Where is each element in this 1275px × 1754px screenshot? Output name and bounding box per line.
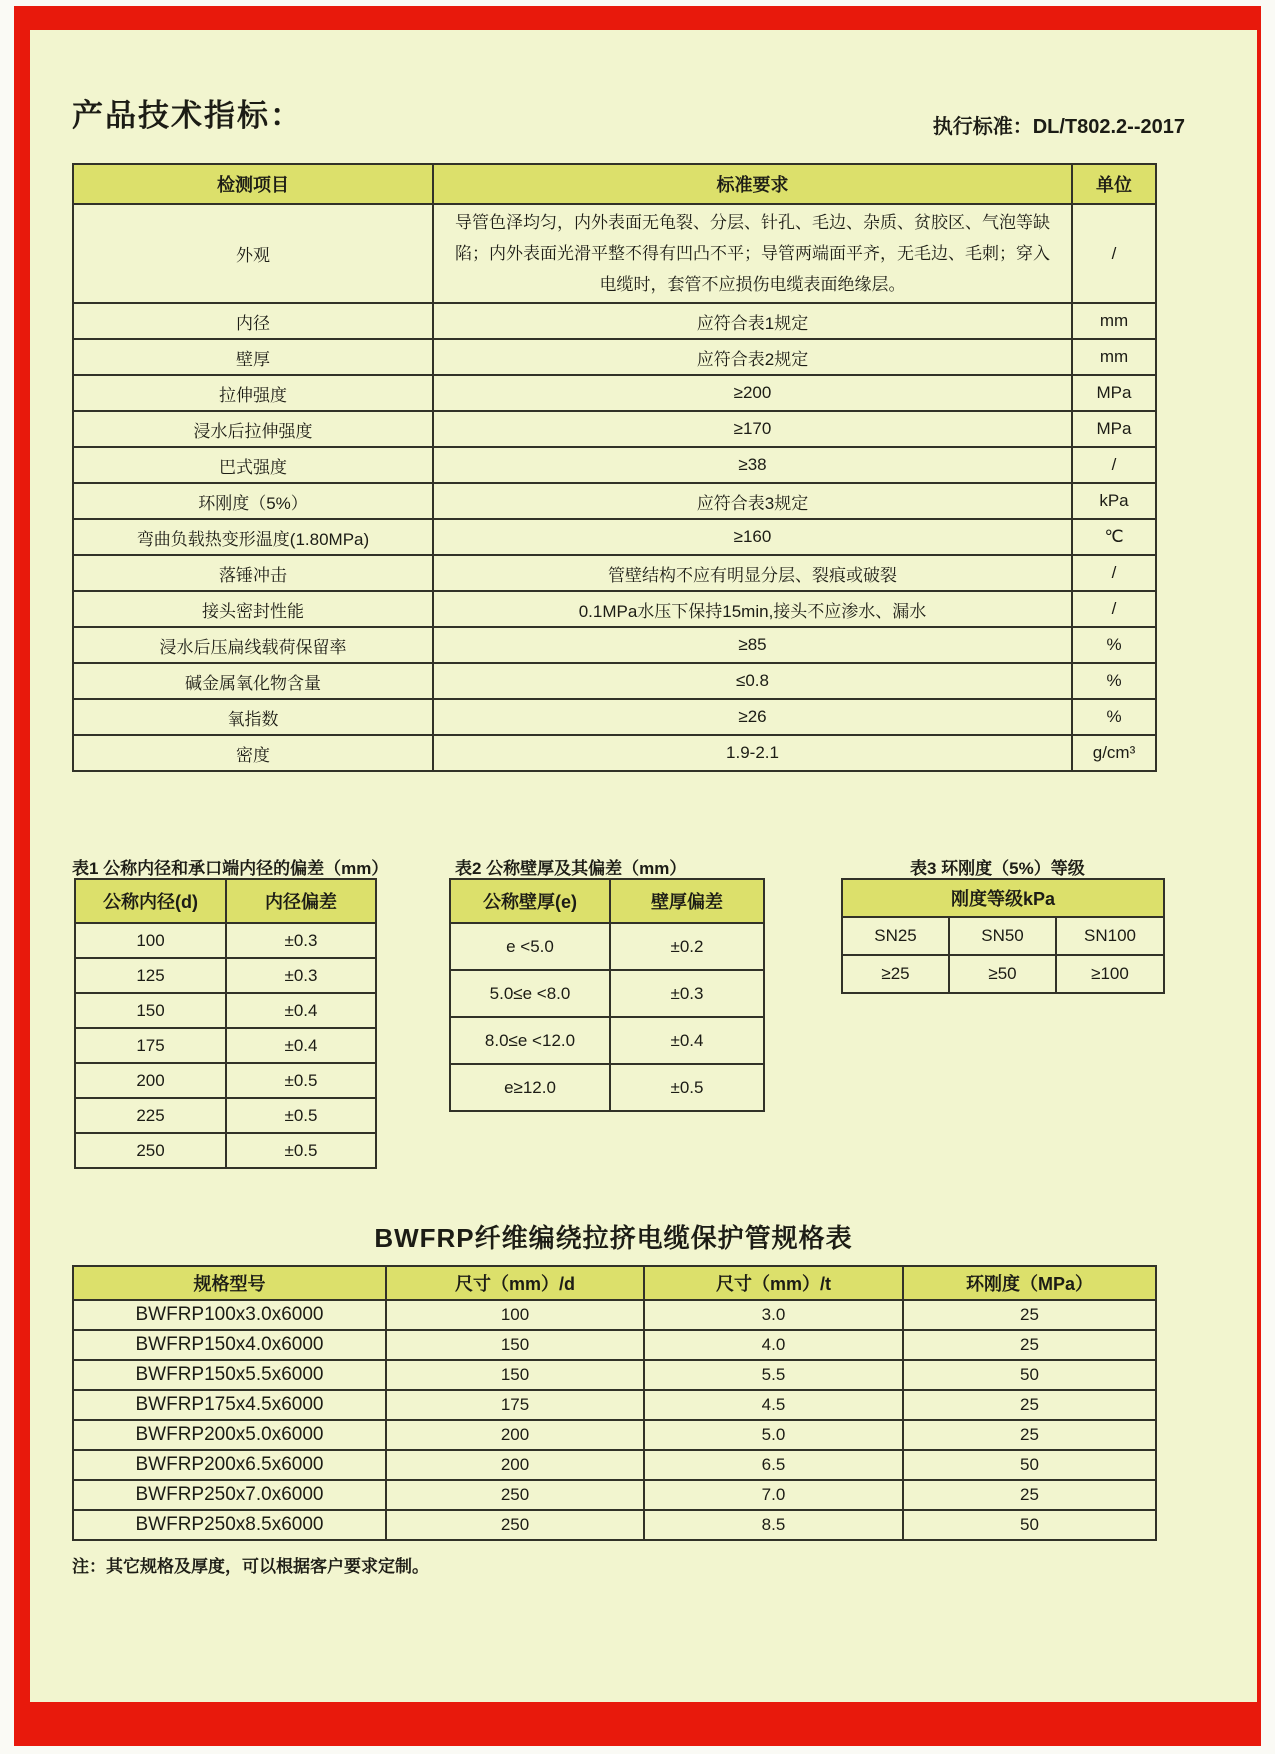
table-row — [75, 1133, 376, 1168]
table-row — [73, 591, 1156, 627]
deviation-cell: ±0.3 — [226, 923, 376, 958]
model-cell: BWFRP200x6.5x6000 — [73, 1450, 386, 1480]
table-row — [75, 923, 376, 958]
thickness-cell: 5.0 — [644, 1420, 903, 1450]
table3-ring-stiffness-grades — [841, 878, 1165, 994]
item-cell: 环刚度（5%） — [73, 483, 433, 519]
unit-cell: % — [1072, 699, 1156, 735]
diameter-cell: 250 — [386, 1480, 644, 1510]
requirement-cell: 1.9-2.1 — [433, 735, 1072, 771]
unit-cell: / — [1072, 555, 1156, 591]
table-row — [73, 204, 1156, 303]
column-header: 规格型号 — [73, 1266, 386, 1300]
column-header: 标准要求 — [433, 164, 1072, 204]
deviation-cell: ±0.3 — [610, 970, 764, 1017]
requirement-cell: ≥26 — [433, 699, 1072, 735]
deviation-cell: ±0.4 — [610, 1017, 764, 1064]
table-header-row — [73, 1266, 1156, 1300]
deviation-cell: ±0.4 — [226, 1028, 376, 1063]
diameter-cell: 100 — [386, 1300, 644, 1330]
requirement-cell: 应符合表3规定 — [433, 483, 1072, 519]
requirement-cell: 应符合表2规定 — [433, 339, 1072, 375]
spec-table-heading: BWFRP纤维编绕拉挤电缆保护管规格表 — [374, 1223, 853, 1253]
value-cell: ≥25 — [842, 955, 949, 993]
table-row — [73, 1510, 1156, 1540]
table-header-row — [450, 879, 764, 923]
thickness-cell: 5.5 — [644, 1360, 903, 1390]
table-row — [73, 1420, 1156, 1450]
model-cell: BWFRP150x5.5x6000 — [73, 1360, 386, 1390]
column-header: 刚度等级kPa — [842, 879, 1164, 917]
unit-cell: mm — [1072, 303, 1156, 339]
unit-cell: MPa — [1072, 375, 1156, 411]
value-cell: ≥100 — [1056, 955, 1164, 993]
table-row — [73, 375, 1156, 411]
table3-title: 表3 环刚度（5%）等级 — [910, 859, 1085, 878]
main-spec-table — [72, 163, 1157, 772]
value-cell: ≥50 — [949, 955, 1056, 993]
stiffness-cell: 25 — [903, 1480, 1156, 1510]
table-row — [450, 923, 764, 970]
column-header: 环刚度（MPa） — [903, 1266, 1156, 1300]
diameter-cell: 200 — [386, 1450, 644, 1480]
stiffness-cell: 50 — [903, 1450, 1156, 1480]
requirement-cell: ≤0.8 — [433, 663, 1072, 699]
table-row — [73, 1480, 1156, 1510]
deviation-cell: ±0.3 — [226, 958, 376, 993]
deviation-cell: ±0.5 — [610, 1064, 764, 1111]
stiffness-cell: 25 — [903, 1420, 1156, 1450]
table-row — [73, 1450, 1156, 1480]
table2-title: 表2 公称壁厚及其偏差（mm） — [455, 859, 687, 878]
unit-cell: / — [1072, 447, 1156, 483]
table-row — [75, 958, 376, 993]
column-header: 尺寸（mm）/t — [644, 1266, 903, 1300]
table-row — [73, 699, 1156, 735]
spec-size-table — [72, 1265, 1157, 1541]
unit-cell: MPa — [1072, 411, 1156, 447]
table-row — [450, 1017, 764, 1064]
table-row — [73, 519, 1156, 555]
column-header: 壁厚偏差 — [610, 879, 764, 923]
unit-cell: / — [1072, 591, 1156, 627]
deviation-cell: ±0.5 — [226, 1063, 376, 1098]
unit-cell: % — [1072, 663, 1156, 699]
item-cell: 内径 — [73, 303, 433, 339]
column-header: 尺寸（mm）/d — [386, 1266, 644, 1300]
column-header: 检测项目 — [73, 164, 433, 204]
table-row — [75, 1028, 376, 1063]
table-row — [75, 1098, 376, 1133]
column-header: 单位 — [1072, 164, 1156, 204]
table-row — [842, 917, 1164, 955]
range-cell: 8.0≤e <12.0 — [450, 1017, 610, 1064]
requirement-cell: 应符合表1规定 — [433, 303, 1072, 339]
diameter-cell: 175 — [386, 1390, 644, 1420]
item-cell: 浸水后拉伸强度 — [73, 411, 433, 447]
standard-reference: 执行标准：DL/T802.2--2017 — [932, 116, 1185, 138]
range-cell: e <5.0 — [450, 923, 610, 970]
unit-cell: kPa — [1072, 483, 1156, 519]
paper-background — [30, 30, 1257, 1702]
stiffness-cell: 25 — [903, 1330, 1156, 1360]
grade-cell: SN25 — [842, 917, 949, 955]
deviation-cell: ±0.2 — [610, 923, 764, 970]
item-cell: 浸水后压扁线载荷保留率 — [73, 627, 433, 663]
thickness-cell: 4.0 — [644, 1330, 903, 1360]
table-row — [73, 735, 1156, 771]
value-cell: 175 — [75, 1028, 226, 1063]
deviation-cell: ±0.5 — [226, 1133, 376, 1168]
value-cell: 125 — [75, 958, 226, 993]
requirement-cell: ≥160 — [433, 519, 1072, 555]
item-cell: 氧指数 — [73, 699, 433, 735]
thickness-cell: 7.0 — [644, 1480, 903, 1510]
value-cell: 100 — [75, 923, 226, 958]
table-row — [450, 970, 764, 1017]
item-cell: 密度 — [73, 735, 433, 771]
item-cell: 接头密封性能 — [73, 591, 433, 627]
page-title: 产品技术指标： — [72, 98, 303, 133]
item-cell: 壁厚 — [73, 339, 433, 375]
range-cell: 5.0≤e <8.0 — [450, 970, 610, 1017]
requirement-cell: 0.1MPa水压下保持15min,接头不应渗水、漏水 — [433, 591, 1072, 627]
unit-cell: % — [1072, 627, 1156, 663]
item-cell: 外观 — [73, 204, 433, 303]
model-cell: BWFRP100x3.0x6000 — [73, 1300, 386, 1330]
unit-cell: g/cm³ — [1072, 735, 1156, 771]
stiffness-cell: 50 — [903, 1360, 1156, 1390]
table-row — [73, 339, 1156, 375]
table-row — [73, 555, 1156, 591]
requirement-cell: ≥38 — [433, 447, 1072, 483]
table-row — [73, 447, 1156, 483]
table-row — [73, 1300, 1156, 1330]
table-row — [73, 411, 1156, 447]
item-cell: 落锤冲击 — [73, 555, 433, 591]
grade-cell: SN50 — [949, 917, 1056, 955]
table-row — [73, 663, 1156, 699]
diameter-cell: 200 — [386, 1420, 644, 1450]
value-cell: 150 — [75, 993, 226, 1028]
table-header-row — [73, 164, 1156, 204]
deviation-cell: ±0.5 — [226, 1098, 376, 1133]
requirement-cell: 管壁结构不应有明显分层、裂痕或破裂 — [433, 555, 1072, 591]
thickness-cell: 4.5 — [644, 1390, 903, 1420]
stiffness-cell: 25 — [903, 1390, 1156, 1420]
table-row — [73, 303, 1156, 339]
stiffness-cell: 50 — [903, 1510, 1156, 1540]
thickness-cell: 8.5 — [644, 1510, 903, 1540]
table-row — [73, 483, 1156, 519]
diameter-cell: 250 — [386, 1510, 644, 1540]
value-cell: 250 — [75, 1133, 226, 1168]
requirement-cell: ≥170 — [433, 411, 1072, 447]
stiffness-cell: 25 — [903, 1300, 1156, 1330]
model-cell: BWFRP250x8.5x6000 — [73, 1510, 386, 1540]
table-row — [75, 993, 376, 1028]
model-cell: BWFRP250x7.0x6000 — [73, 1480, 386, 1510]
model-cell: BWFRP150x4.0x6000 — [73, 1330, 386, 1360]
thickness-cell: 6.5 — [644, 1450, 903, 1480]
unit-cell: ℃ — [1072, 519, 1156, 555]
table-row — [73, 1360, 1156, 1390]
table1-inner-diameter-deviation — [74, 878, 377, 1169]
table-row — [73, 627, 1156, 663]
value-cell: 225 — [75, 1098, 226, 1133]
column-header: 公称壁厚(e) — [450, 879, 610, 923]
model-cell: BWFRP175x4.5x6000 — [73, 1390, 386, 1420]
thickness-cell: 3.0 — [644, 1300, 903, 1330]
requirement-cell: 导管色泽均匀，内外表面无龟裂、分层、针孔、毛边、杂质、贫胶区、气泡等缺陷；内外表面光滑平整不得有凹凸不平；导管两端面平齐，无毛边、毛刺；穿入电缆时，套管不应损伤电缆表面绝缘层。 — [433, 204, 1072, 303]
table-row — [842, 955, 1164, 993]
grade-cell: SN100 — [1056, 917, 1164, 955]
table-row — [75, 1063, 376, 1098]
table-row — [73, 1390, 1156, 1420]
table2-wall-thickness-deviation — [449, 878, 765, 1112]
item-cell: 巴式强度 — [73, 447, 433, 483]
table1-title: 表1 公称内径和承口端内径的偏差（mm） — [72, 859, 389, 878]
table-header-row — [842, 879, 1164, 917]
item-cell: 碱金属氧化物含量 — [73, 663, 433, 699]
requirement-cell: ≥85 — [433, 627, 1072, 663]
item-cell: 弯曲负载热变形温度(1.80MPa) — [73, 519, 433, 555]
table-row — [73, 1330, 1156, 1360]
table-row — [450, 1064, 764, 1111]
table-header-row — [75, 879, 376, 923]
model-cell: BWFRP200x5.0x6000 — [73, 1420, 386, 1450]
item-cell: 拉伸强度 — [73, 375, 433, 411]
range-cell: e≥12.0 — [450, 1064, 610, 1111]
value-cell: 200 — [75, 1063, 226, 1098]
column-header: 公称内径(d) — [75, 879, 226, 923]
deviation-cell: ±0.4 — [226, 993, 376, 1028]
footnote: 注：其它规格及厚度，可以根据客户要求定制。 — [72, 1557, 429, 1576]
diameter-cell: 150 — [386, 1360, 644, 1390]
diameter-cell: 150 — [386, 1330, 644, 1360]
requirement-cell: ≥200 — [433, 375, 1072, 411]
unit-cell: / — [1072, 204, 1156, 303]
column-header: 内径偏差 — [226, 879, 376, 923]
unit-cell: mm — [1072, 339, 1156, 375]
